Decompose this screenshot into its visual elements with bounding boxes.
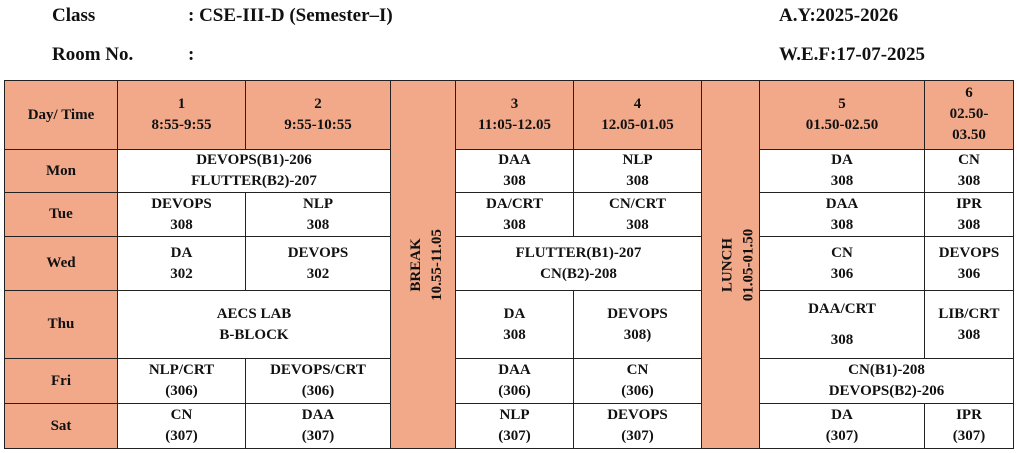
period-5-header <box>760 81 925 150</box>
row-wed <box>5 237 1014 291</box>
class-value: : CSE-III-D (Semester–I) <box>188 5 393 26</box>
slot-cell: DEVOPS 302 <box>246 237 391 291</box>
period-number: 4 <box>633 96 642 112</box>
period-3-header <box>456 81 574 150</box>
break-label: BREAK 10.55-11.05 <box>407 228 445 301</box>
class-label: Class <box>52 5 96 26</box>
slot-cell: DEVOPS(B1)-206 FLUTTER(B2)-207 <box>118 150 391 193</box>
slot-cell: NLP 308 <box>574 150 702 193</box>
slot-cell: IPR 308 <box>925 193 1014 237</box>
period-time: 11:05-12.05 <box>478 117 551 133</box>
day-cell: Fri <box>5 359 118 404</box>
period-number: 3 <box>510 96 519 112</box>
period-number: 5 <box>838 96 846 112</box>
period-1-header <box>118 81 246 150</box>
day-cell: Sat <box>5 404 118 449</box>
slot-cell: FLUTTER(B1)-207 CN(B2)-208 <box>456 237 702 291</box>
slot-cell: DAA (307) <box>246 404 391 449</box>
slot-cell: DEVOPS 308) <box>574 291 702 359</box>
period-time: 9:55-10:55 <box>284 117 352 133</box>
lunch-label: LUNCH 01.05-01.50 <box>719 228 757 301</box>
corner-cell: Day/ Time <box>5 81 118 150</box>
wef-date: W.E.F:17-07-2025 <box>779 44 926 65</box>
slot-cell: CN (307) <box>118 404 246 449</box>
period-time: 01.50-02.50 <box>805 117 879 133</box>
period-4-header <box>574 81 702 150</box>
slot-cell: NLP (307) <box>456 404 574 449</box>
slot-cell: CN 308 <box>925 150 1014 193</box>
timetable <box>4 80 1014 449</box>
header-row <box>5 81 1014 150</box>
slot-cell: DA (307) <box>760 404 925 449</box>
slot-cell: CN 306 <box>760 237 925 291</box>
period-number: 2 <box>314 96 322 112</box>
period-number: 6 <box>965 85 973 101</box>
row-fri <box>5 359 1014 404</box>
period-number: 1 <box>177 96 186 112</box>
lunch-column <box>702 81 760 449</box>
room-label: Room No. <box>52 44 134 65</box>
slot-cell: CN/CRT 308 <box>574 193 702 237</box>
slot-cell: DA 302 <box>118 237 246 291</box>
period-time: 03.50 <box>952 127 986 143</box>
period-time: 12.05-01.05 <box>601 117 674 133</box>
period-6-header <box>925 81 1014 150</box>
row-thu <box>5 291 1014 359</box>
slot-cell: NLP/CRT (306) <box>118 359 246 404</box>
slot-cell: DA 308 <box>456 291 574 359</box>
slot-cell: DA/CRT 308 <box>456 193 574 237</box>
slot-cell: DEVOPS 306 <box>925 237 1014 291</box>
slot-cell: DAA 308 <box>760 193 925 237</box>
slot-cell: DEVOPS/CRT (306) <box>246 359 391 404</box>
day-cell: Tue <box>5 193 118 237</box>
period-time: 02.50- <box>949 106 989 122</box>
row-mon <box>5 150 1014 193</box>
slot-cell: DA 308 <box>760 150 925 193</box>
day-cell: Wed <box>5 237 118 291</box>
period-time: 8:55-9:55 <box>151 117 212 133</box>
slot-cell: CN(B1)-208 DEVOPS(B2)-206 <box>760 359 1014 404</box>
slot-cell: LIB/CRT 308 <box>925 291 1014 359</box>
slot-cell: DAA (306) <box>456 359 574 404</box>
break-column <box>391 81 456 449</box>
slot-cell: DAA 308 <box>456 150 574 193</box>
academic-year: A.Y:2025-2026 <box>779 5 899 26</box>
row-tue <box>5 193 1014 237</box>
period-2-header <box>246 81 391 150</box>
slot-cell: DEVOPS 308 <box>118 193 246 237</box>
slot-cell: DAA/CRT 308 <box>760 291 925 359</box>
slot-cell: CN (306) <box>574 359 702 404</box>
day-cell: Mon <box>5 150 118 193</box>
row-sat <box>5 404 1014 449</box>
slot-cell: AECS LAB B-BLOCK <box>118 291 391 359</box>
slot-cell: DEVOPS (307) <box>574 404 702 449</box>
room-value: : <box>188 44 195 65</box>
day-cell: Thu <box>5 291 118 359</box>
slot-cell: IPR (307) <box>925 404 1014 449</box>
slot-cell: NLP 308 <box>246 193 391 237</box>
